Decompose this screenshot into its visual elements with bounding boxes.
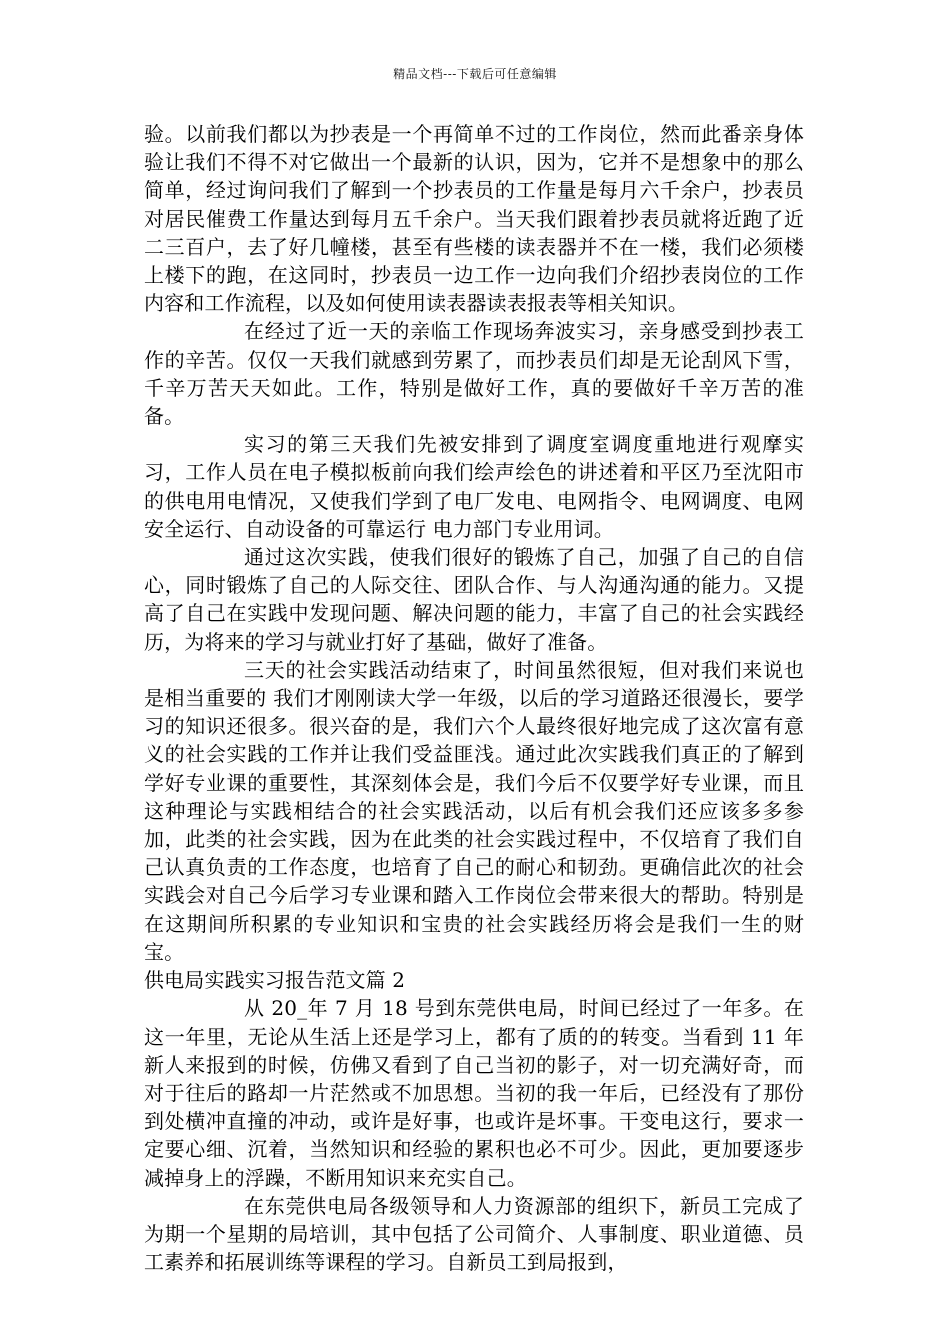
paragraph: 三天的社会实践活动结束了，时间虽然很短，但对我们来说也是相当重要的 我们才刚刚读大学一年级，以后的学习道路还很漫长，要学习的知识还很多。很兴奋的是，我们六个人最终很好地完成了这次富有意义的社会实践的工作并让我们受益匪浅。通过此次实践我们真正的了解到学好专业课的重要性，其深刻体会是，我们今后不仅要学好专业课，而且这种理论与实践相结合的社会实践活动，以后有机会我们还应该多多参加，此类的社会实践，因为在此类的社会实践过程中，不仅培育了我们自己认真负责的工作态度，也培育了自己的耐心和韧劲。更确信此次的社会实践会对自己今后学习专业课和踏入工作岗位会带来很大的帮助。特别是在这期间所积累的专业知识和宝贵的社会实践经历将会是我们一生的财宝。 — [144, 657, 804, 964]
paragraph: 在东莞供电局各级领导和人力资源部的组织下，新员工完成了为期一个星期的局培训，其中包括了公司简介、人事制度、职业道德、员工素养和拓展训练等课程的学习。自新员工到局报到， — [144, 1193, 804, 1275]
paragraph-continuation: 验。以前我们都以为抄表是一个再简单不过的工作岗位，然而此番亲身体验让我们不得不对它做出一个最新的认识，因为，它并不是想象中的那么简单，经过询问我们了解到一个抄表员的工作量是每月六千余户，抄表员对居民催费工作量达到每月五千余户。当天我们跟着抄表员就将近跑了近二三百户，去了好几幢楼，甚至有些楼的读表器并不在一楼，我们必须楼上楼下的跑，在这同时，抄表员一边工作一边向我们介绍抄表岗位的工作内容和工作流程，以及如何使用读表器读表报表等相关知识。 — [144, 122, 804, 316]
paragraph: 实习的第三天我们先被安排到了调度室调度重地进行观摩实习，工作人员在电子模拟板前向我们绘声绘色的讲述着和平区乃至沈阳市的供电用电情况，又使我们学到了电厂发电、电网指令、电网调度、电网安全运行、自动设备的可靠运行 电力部门专业用词。 — [144, 432, 804, 541]
paragraph: 通过这次实践，使我们很好的锻炼了自己，加强了自己的自信心，同时锻炼了自己的人际交往、团队合作、与人沟通沟通的能力。又提高了自己在实践中发现问题、解决问题的能力，丰富了自己的社会实践经历，为将来的学习与就业打好了基础，做好了准备。 — [144, 545, 804, 654]
document-body — [144, 120, 804, 1276]
section-heading: 供电局实践实习报告范文篇 2 — [144, 968, 406, 993]
page-header: 精品文档---下载后可任意编辑 — [393, 67, 557, 81]
paragraph: 从 20_年 7 月 18 号到东莞供电局，时间已经过了一年多。在这一年里，无论从生活上还是学习上，都有了质的的转变。当看到 11 年新人来报到的时候，仿佛又看到了自己当初的影子，对一切充满好奇，而对于往后的路却一片茫然或不加思想。当初的我一年后，已经没有了那份到处横冲直撞的冲动，或许是好事，也或许是坏事。干变电这行，要求一定要心细、沉着，当然知识和经验的累积也必不可少。因此，更加要逐步减掉身上的浮躁，不断用知识来充实自己。 — [144, 996, 804, 1190]
paragraph: 在经过了近一天的亲临工作现场奔波实习，亲身感受到抄表工作的辛苦。仅仅一天我们就感到劳累了，而抄表员们却是无论刮风下雪，千辛万苦天天如此。工作，特别是做好工作，真的要做好千辛万苦的准备。 — [144, 319, 804, 429]
